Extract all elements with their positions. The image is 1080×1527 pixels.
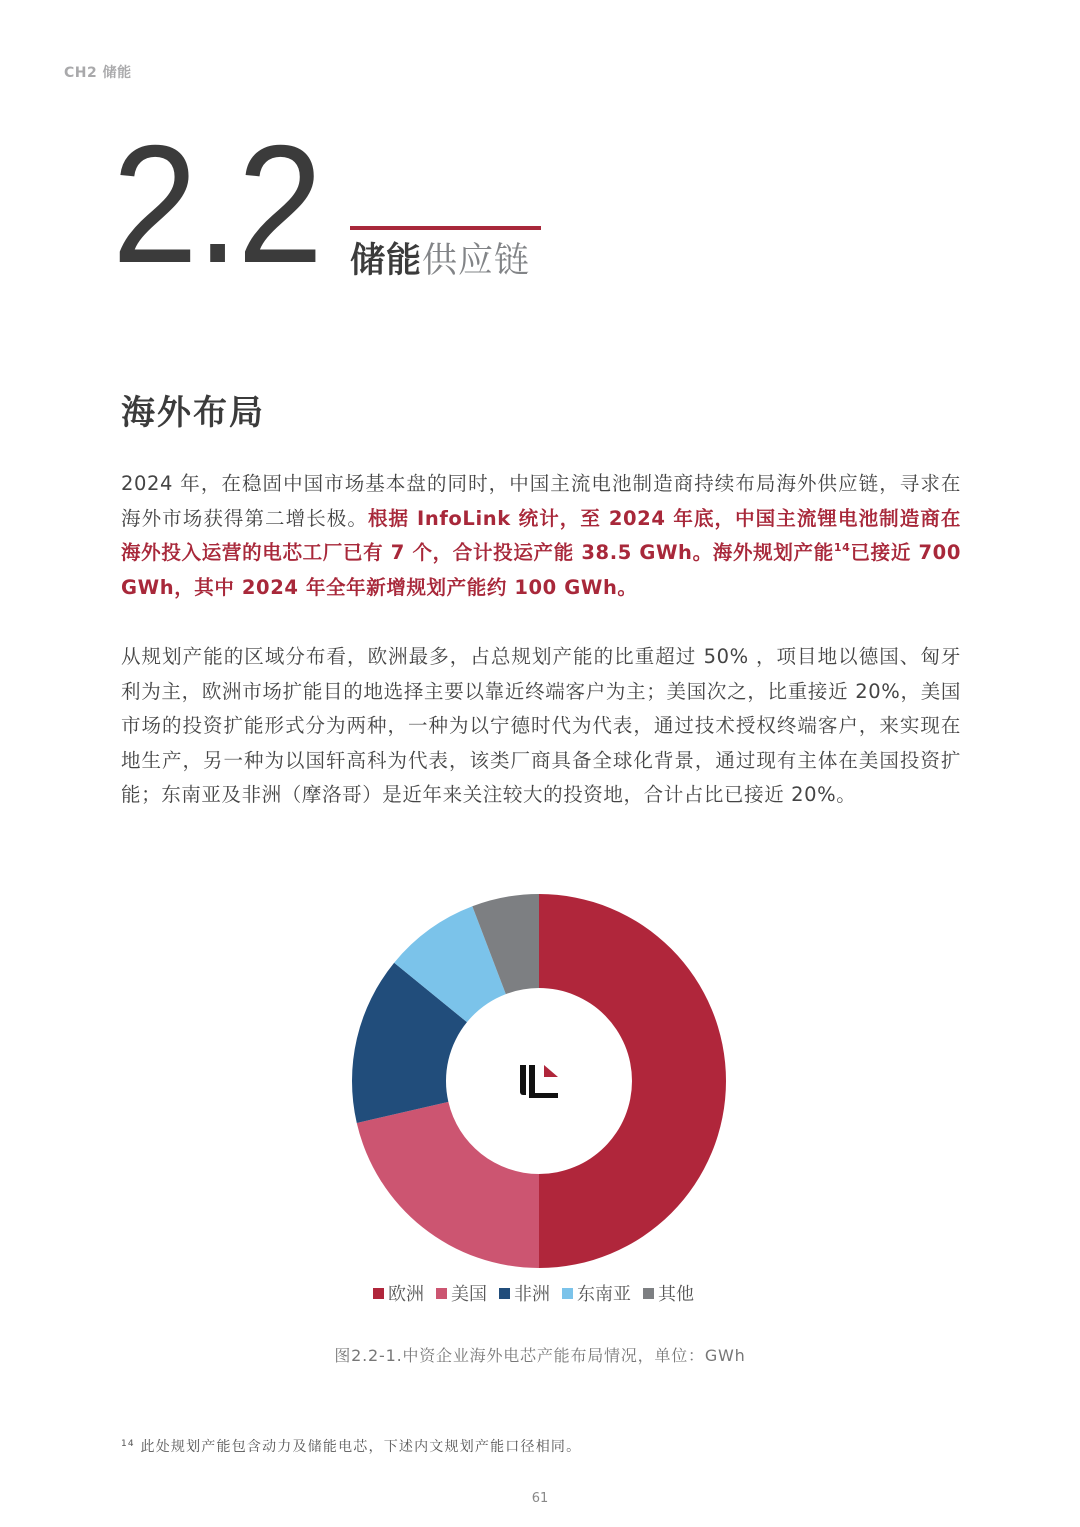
legend-label: 欧洲	[388, 1284, 424, 1305]
subsection-heading: 海外布局	[121, 393, 265, 433]
highlight-text-cont: 已接近 700 GWh，其中 2024 年全年新增规划产能约 100 GWh。	[121, 541, 962, 599]
footnote-ref[interactable]: 14	[833, 541, 851, 554]
footnote-text: 此处规划产能包含动力及储能电芯，下述内文规划产能口径相同。	[134, 1439, 582, 1455]
legend-item	[562, 1280, 631, 1306]
figure-caption: 图2.2-1.中资企业海外电芯产能布局情况，单位：GWh	[334, 1346, 746, 1365]
legend-label: 其他	[658, 1284, 694, 1305]
legend-swatch-icon	[436, 1288, 447, 1299]
legend-label: 美国	[451, 1284, 487, 1305]
footnote-number: 14	[121, 1439, 135, 1449]
slice-美国	[357, 1102, 539, 1268]
paragraph-plain-text: 2024 年，在稳固中国市场基本盘的同时，中国主流电池制造商持续布局海外供应链，寻求在海外市场获得第二增长极。	[121, 472, 961, 530]
donut-chart	[351, 893, 727, 1269]
footnote	[121, 1436, 581, 1456]
legend-item	[643, 1280, 694, 1306]
chart-legend	[373, 1280, 694, 1306]
section-title-rule	[350, 226, 541, 230]
paragraph-overseas-capacity	[121, 467, 961, 605]
legend-swatch-icon	[643, 1288, 654, 1299]
legend-swatch-icon	[499, 1288, 510, 1299]
chapter-tag: CH2 储能	[64, 65, 132, 81]
legend-item	[436, 1280, 487, 1306]
slice-欧洲	[539, 894, 726, 1268]
legend-label: 非洲	[514, 1284, 550, 1305]
section-title-light: 供应链	[422, 241, 531, 281]
section-number: 2.2	[112, 110, 322, 298]
legend-swatch-icon	[562, 1288, 573, 1299]
legend-item	[373, 1280, 424, 1306]
page-number: 61	[531, 1491, 549, 1506]
legend-item	[499, 1280, 550, 1306]
legend-label: 东南亚	[577, 1284, 631, 1305]
highlight-text: 根据 InfoLink 统计，至 2024 年底，中国主流锂电池制造商在海外投入运营的电芯工厂已有 7 个，合计投运产能 38.5 GWh。海外规划产能	[121, 506, 962, 564]
infolink-logo-icon	[520, 1065, 558, 1098]
paragraph-regional-distribution: 从规划产能的区域分布看，欧洲最多，占总规划产能的比重超过 50% ，项目地以德国、匈牙利为主，欧洲市场扩能目的地选择主要以靠近终端客户为主；美国次之，比重接近 20%，美国市场的投资扩能形式分为两种，一种为以宁德时代为代表，通过技术授权终端客户，来实现在地生产，另一种为以国轩高科为代表，该类厂商具备全球化背景，通过现有主体在美国投资扩能；东南亚及非洲（摩洛哥）是近年来关注较大的投资地，合计占比已接近 20%。	[121, 645, 961, 806]
legend-swatch-icon	[373, 1288, 384, 1299]
section-title-dark: 储能	[350, 241, 423, 281]
section-title	[350, 238, 530, 284]
